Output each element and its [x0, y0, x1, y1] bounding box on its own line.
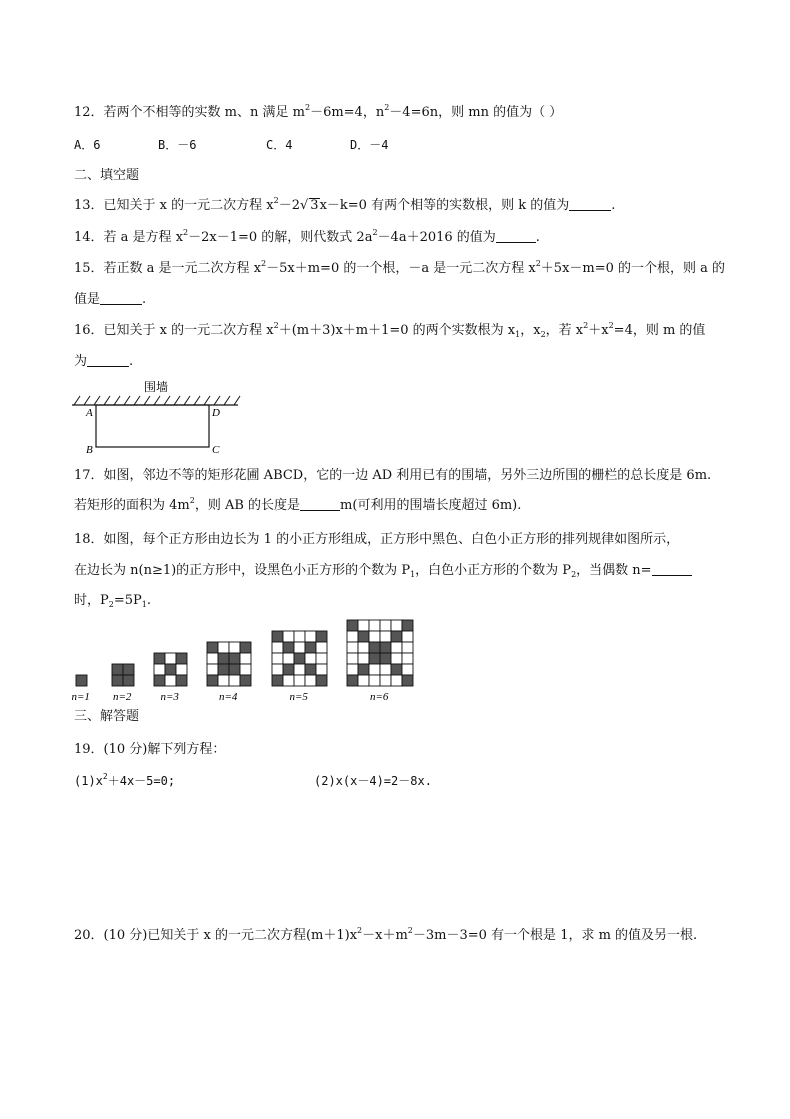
- answer-blank: [300, 498, 340, 511]
- white-cell: [240, 653, 251, 664]
- white-cell: [358, 620, 369, 631]
- pattern-square-n1: [76, 675, 87, 686]
- white-cell: [316, 642, 327, 653]
- question-17-line-1: 17．如图，邻边不等的矩形花圃 ABCD，它的一边 AD 利用已有的围墙，另外三边所围的栅栏的总长度是 6m.: [74, 468, 712, 483]
- white-cell: [402, 653, 413, 664]
- white-cell: [272, 664, 283, 675]
- dark-cell: [347, 620, 358, 631]
- question-19-stem: 19．(10 分)解下列方程：: [74, 742, 226, 757]
- dark-cell: [272, 631, 283, 642]
- white-cell: [294, 664, 305, 675]
- question-17-line-2: 若矩形的面积为 $4m^2$，则 AB 的长度是 m(可利用的围墙长度超过 6m).: [74, 496, 522, 513]
- answer-blank: [87, 354, 129, 367]
- dark-cell: [305, 664, 316, 675]
- figure-18-square-patterns: [70, 612, 430, 704]
- pattern-square-n3: [154, 653, 187, 686]
- wall-hatching: [74, 396, 240, 405]
- answer-blank: [100, 292, 142, 305]
- section-title-solutions: 三、解答题: [74, 709, 140, 724]
- question-14: 14．若 a 是方程 $x^2-2x-1=0$ 的解，则代数式 $2a^2-4a+2016$ 的值为 .: [74, 228, 540, 245]
- white-cell: [294, 642, 305, 653]
- white-cell: [369, 620, 380, 631]
- white-cell: [165, 653, 176, 664]
- question-15-line-2: 值是 .: [74, 292, 147, 307]
- dark-cell: [358, 664, 369, 675]
- white-cell: [283, 653, 294, 664]
- vertex-d: D: [212, 407, 220, 419]
- dark-cell: [207, 675, 218, 686]
- sqrt-symbol: √: [299, 198, 309, 213]
- dark-cell: [380, 653, 391, 664]
- question-16-line-1: 16．已知关于 x 的一元二次方程 $x^2+(m+3)x+m+1=0$ 的两个实数根为 $x_1$，$x_2$，若 $x^2+x^2=4$，则 m 的值: [74, 321, 706, 339]
- white-cell: [391, 620, 402, 631]
- dark-cell: [229, 653, 240, 664]
- white-cell: [380, 675, 391, 686]
- vertex-c: C: [212, 444, 220, 456]
- white-cell: [358, 642, 369, 653]
- dark-cell: [112, 664, 123, 675]
- dark-cell: [240, 642, 251, 653]
- dark-cell: [294, 653, 305, 664]
- answer-blank: [569, 198, 611, 211]
- white-cell: [369, 675, 380, 686]
- dark-cell: [316, 631, 327, 642]
- question-18-line-1: 18．如图，每个正方形由边长为 1 的小正方形组成，正方形中黑色、白色小正方形的排列规律如图所示，: [74, 532, 680, 547]
- dark-cell: [207, 642, 218, 653]
- pattern-label-n1: n=1: [71, 691, 90, 703]
- white-cell: [272, 653, 283, 664]
- dark-cell: [305, 642, 316, 653]
- dark-cell: [176, 653, 187, 664]
- dark-cell: [358, 631, 369, 642]
- section-title-fill-in: 二、填空题: [74, 168, 140, 183]
- white-cell: [316, 653, 327, 664]
- question-18-line-3: 时，$P_2=5P_1$.: [74, 593, 151, 609]
- option-b: B．－6: [158, 138, 197, 152]
- white-cell: [380, 620, 391, 631]
- question-12-stem: 12．若两个不相等的实数 m、n 满足 $m^2-6m=4$，$n^2-4=6n$，则 mn 的值为（ ）: [74, 103, 563, 120]
- white-cell: [347, 631, 358, 642]
- dark-cell: [391, 631, 402, 642]
- pattern-square-n5: [272, 631, 327, 686]
- pattern-label-n2: n=2: [113, 691, 132, 703]
- white-cell: [294, 675, 305, 686]
- white-cell: [272, 642, 283, 653]
- dark-cell: [176, 675, 187, 686]
- question-13: 13．已知关于 x 的一元二次方程 $x^2-2√$ 3x－k=0 有两个相等的实数根，则 k 的值为 .: [74, 196, 616, 213]
- white-cell: [358, 675, 369, 686]
- question-16-line-2: 为 .: [74, 354, 134, 369]
- pattern-label-n4: n=4: [219, 691, 238, 703]
- answer-blank: [652, 563, 692, 576]
- dark-cell: [283, 664, 294, 675]
- dark-cell: [369, 642, 380, 653]
- dark-cell: [380, 642, 391, 653]
- white-cell: [207, 653, 218, 664]
- white-cell: [380, 664, 391, 675]
- white-cell: [402, 631, 413, 642]
- white-cell: [402, 642, 413, 653]
- option-c: C．4: [266, 138, 293, 152]
- dark-cell: [154, 675, 165, 686]
- dark-cell: [391, 664, 402, 675]
- question-18-line-2: 在边长为 n(n≥1)的正方形中，设黑色小正方形的个数为 $P_1$，白色小正方形的个数为 $P_2$，当偶数 n=: [74, 562, 692, 580]
- vertex-a: A: [86, 407, 93, 419]
- white-cell: [347, 653, 358, 664]
- question-20: 20．(10 分)已知关于 x 的一元二次方程$(m+1)x^2-x+m^2-3m-3=0$ 有一个根是 1，求 m 的值及另一根.: [74, 926, 698, 943]
- white-cell: [305, 675, 316, 686]
- dark-cell: [165, 664, 176, 675]
- white-cell: [305, 631, 316, 642]
- wall-label: 围墙: [144, 380, 169, 394]
- white-cell: [229, 675, 240, 686]
- answer-blank: [496, 230, 536, 243]
- question-19-part-1: $(1)x^2+4x-5=0$;: [74, 772, 176, 788]
- pattern-square-n2: [112, 664, 134, 686]
- white-cell: [218, 675, 229, 686]
- pattern-square-n4: [207, 642, 251, 686]
- dark-cell: [218, 664, 229, 675]
- white-cell: [176, 664, 187, 675]
- white-cell: [316, 664, 327, 675]
- white-cell: [154, 664, 165, 675]
- white-cell: [347, 642, 358, 653]
- dark-cell: [402, 620, 413, 631]
- option-d: D．－4: [350, 138, 389, 152]
- white-cell: [369, 664, 380, 675]
- dark-cell: [123, 675, 134, 686]
- white-cell: [402, 664, 413, 675]
- dark-cell: [218, 653, 229, 664]
- white-cell: [207, 664, 218, 675]
- vertex-b: B: [86, 444, 93, 456]
- white-cell: [283, 675, 294, 686]
- dark-cell: [240, 675, 251, 686]
- white-cell: [165, 675, 176, 686]
- dark-cell: [154, 653, 165, 664]
- white-cell: [391, 653, 402, 664]
- dark-cell: [316, 675, 327, 686]
- pattern-label-n5: n=5: [289, 691, 308, 703]
- white-cell: [218, 642, 229, 653]
- pattern-label-n6: n=6: [370, 691, 389, 703]
- white-cell: [391, 675, 402, 686]
- option-a: A．6: [74, 138, 101, 152]
- white-cell: [391, 642, 402, 653]
- white-cell: [358, 653, 369, 664]
- pattern-square-n6: [347, 620, 413, 686]
- dark-cell: [347, 675, 358, 686]
- dark-cell: [229, 664, 240, 675]
- white-cell: [283, 631, 294, 642]
- rectangle-abcd: [96, 405, 209, 447]
- white-cell: [369, 631, 380, 642]
- white-cell: [294, 631, 305, 642]
- white-cell: [380, 631, 391, 642]
- dark-cell: [283, 642, 294, 653]
- white-cell: [240, 664, 251, 675]
- pattern-label-n3: n=3: [160, 691, 179, 703]
- dark-cell: [402, 675, 413, 686]
- white-cell: [305, 653, 316, 664]
- figure-17-rectangle-garden: [66, 376, 246, 456]
- dark-cell: [76, 675, 87, 686]
- white-cell: [229, 642, 240, 653]
- dark-cell: [369, 653, 380, 664]
- question-19-part-2: (2)x(x－4)=2－8x.: [314, 774, 432, 788]
- dark-cell: [112, 675, 123, 686]
- question-15-line-1: 15．若正数 a 是一元二次方程 $x^2-5x+m=0$ 的一个根，－a 是一元二次方程 $x^2+5x-m=0$ 的一个根，则 a 的: [74, 259, 726, 276]
- dark-cell: [272, 675, 283, 686]
- dark-cell: [123, 664, 134, 675]
- white-cell: [347, 664, 358, 675]
